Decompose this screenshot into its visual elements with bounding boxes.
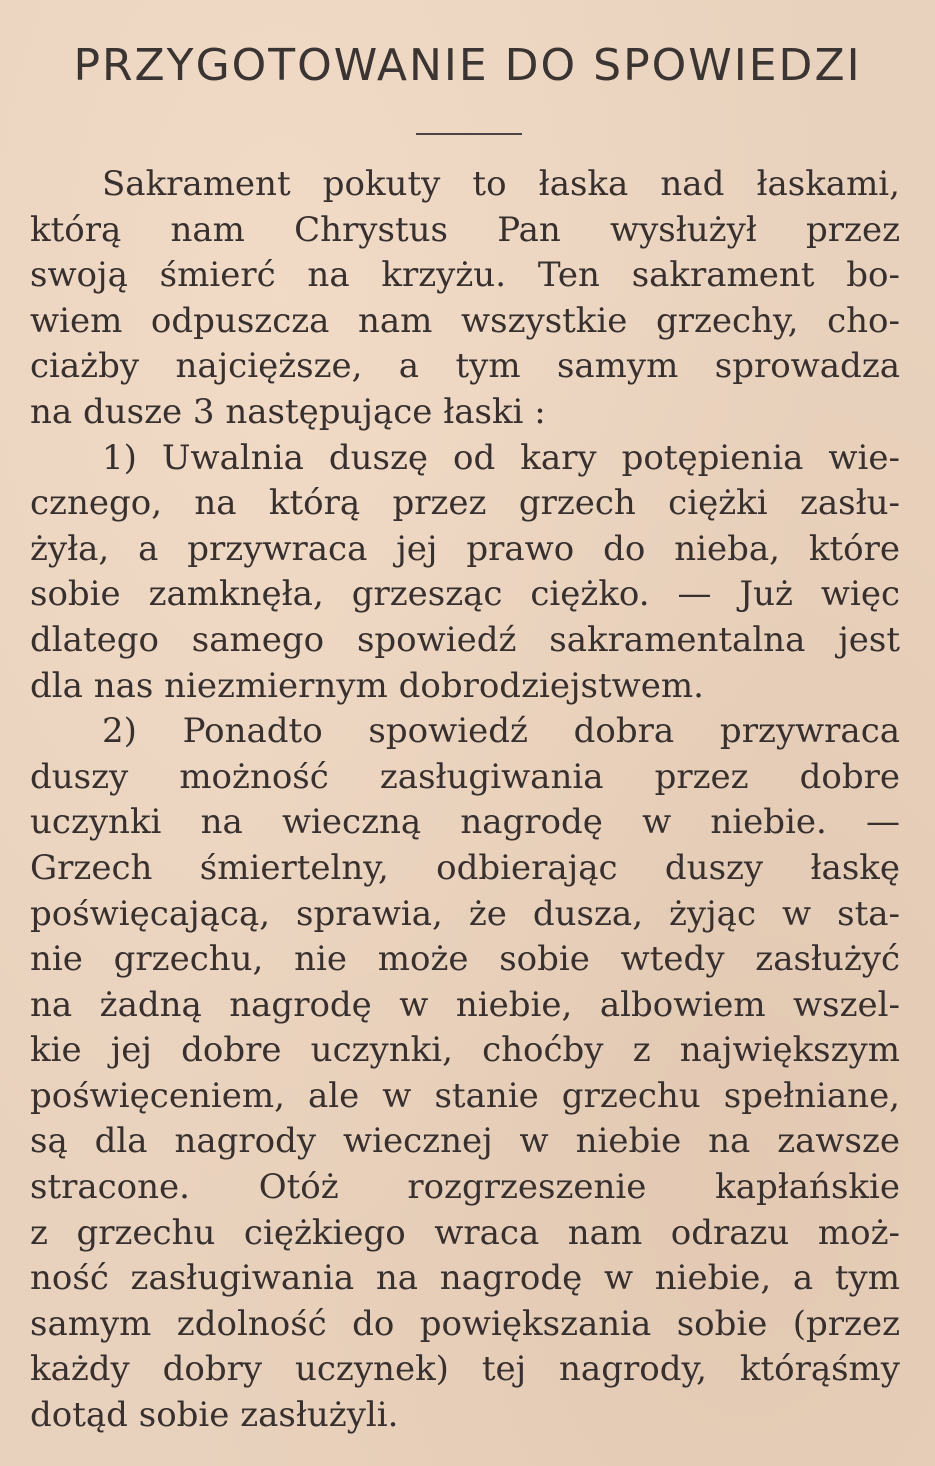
text-line: poświęcającą, sprawia, że dusza, żyjąc w sta- [30, 893, 900, 934]
text-line: każdy dobry uczynek) tej nagrody, którąśmy [30, 1349, 900, 1390]
text-line: którą nam Chrystus Pan wysłużył przez [30, 209, 900, 250]
text-line: wiem odpuszcza nam wszystkie grzechy, cho- [30, 300, 900, 341]
text-line: swoją śmierć na krzyżu. Ten sakrament bo- [30, 255, 900, 296]
text-line: Sakrament pokuty to łaska nad łaskami, [102, 164, 900, 204]
text-line: 2) Ponadto spowiedź dobra przywraca [102, 711, 900, 752]
text-line: stracone. Otóż rozgrzeszenie kapłańskie [30, 1167, 900, 1208]
text-line: na dusze 3 następujące łaski : [30, 391, 546, 432]
text-line: dlatego samego spowiedź sakramentalna jest [30, 619, 900, 660]
text-line: nie grzechu, nie może sobie wtedy zasłużyć [30, 939, 900, 980]
text-line: kie jej dobre uczynki, choćby z największym [30, 1030, 900, 1071]
text-line: dla nas niezmiernym dobrodziejstwem. [30, 665, 704, 706]
text-line: ność zasługiwania na nagrodę w niebie, a tym [30, 1258, 900, 1299]
text-line: ciażby najcięższe, a tym samym sprowadza [30, 346, 900, 387]
body-text [30, 162, 900, 1439]
text-line: z grzechu ciężkiego wraca nam odrazu moż- [30, 1212, 900, 1253]
page-title: PRZYGOTOWANIE DO SPOWIEDZI [73, 40, 862, 91]
text-line: żyła, a przywraca jej prawo do nieba, które [30, 528, 900, 569]
text-line: poświęceniem, ale w stanie grzechu spełniane, [30, 1075, 900, 1116]
text-line: 1) Uwalnia duszę od kary potępienia wie- [102, 437, 900, 478]
text-line: duszy możność zasługiwania przez dobre [30, 756, 900, 797]
text-line: sobie zamknęła, grzesząc ciężko. — Już więc [30, 574, 900, 615]
text-line: Grzech śmiertelny, odbierając duszy łaskę [30, 847, 900, 888]
text-line: samym zdolność do powiększania sobie (przez [30, 1303, 900, 1344]
text-line: uczynki na wieczną nagrodę w niebie. — [30, 802, 900, 843]
text-line: cznego, na którą przez grzech ciężki zasłu- [30, 483, 900, 524]
text-line: na żadną nagrodę w niebie, albowiem wszel- [30, 984, 900, 1025]
text-line: dotąd sobie zasłużyli. [30, 1395, 399, 1436]
text-line: są dla nagrody wiecznej w niebie na zawsze [30, 1121, 900, 1162]
title-divider [416, 133, 522, 135]
